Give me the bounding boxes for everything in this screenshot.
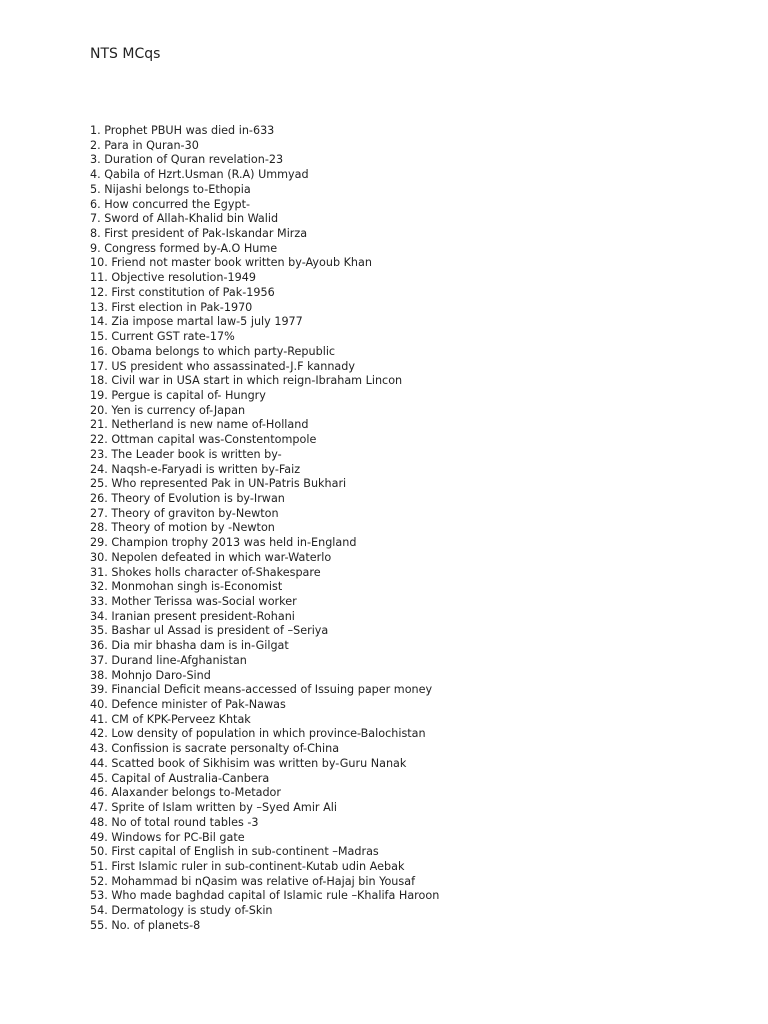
- document-title: NTS MCqs: [90, 46, 161, 62]
- mcq-item: 14. Zia impose martal law-5 july 1977: [90, 315, 303, 329]
- mcq-item: 42. Low density of population in which province-Balochistan: [90, 727, 426, 741]
- mcq-item: 4. Qabila of Hzrt.Usman (R.A) Ummyad: [90, 168, 309, 182]
- mcq-item: 41. CM of KPK-Perveez Khtak: [90, 712, 251, 726]
- mcq-item: 33. Mother Terissa was-Social worker: [90, 595, 297, 608]
- mcq-item: 26. Theory of Evolution is by-Irwan: [90, 491, 285, 505]
- mcq-item: 48. No of total round tables -3: [90, 815, 259, 829]
- mcq-item: 11. Objective resolution-1949: [90, 271, 256, 285]
- mcq-item: 37. Durand line-Afghanistan: [90, 653, 247, 667]
- mcq-item: 44. Scatted book of Sikhisim was written by-Guru Nanak: [90, 756, 407, 770]
- mcq-item: 6. How concurred the Egypt-: [90, 197, 251, 211]
- mcq-item: 34. Iranian present president-Rohani: [90, 609, 295, 623]
- mcq-item: 12. First constitution of Pak-1956: [90, 285, 275, 299]
- mcq-item: 23. The Leader book is written by-: [90, 447, 282, 461]
- mcq-item: 20. Yen is currency of-Japan: [90, 403, 246, 417]
- mcq-item: 32. Monmohan singh is-Economist: [90, 580, 283, 594]
- mcq-item: 54. Dermatology is study of-Skin: [90, 904, 273, 918]
- mcq-item: 50. First capital of English in sub-continent –Madras: [90, 845, 379, 859]
- mcq-item: 40. Defence minister of Pak-Nawas: [90, 698, 286, 712]
- mcq-item: 5. Nijashi belongs to-Ethopia: [90, 182, 251, 196]
- mcq-item: 27. Theory of graviton by-Newton: [90, 506, 279, 520]
- mcq-item: 2. Para in Quran-30: [90, 138, 199, 152]
- mcq-item: 19. Pergue is capital of- Hungry: [90, 388, 266, 402]
- mcq-item: 1. Prophet PBUH was died in-633: [90, 124, 275, 137]
- mcq-item: 15. Current GST rate-17%: [90, 330, 235, 344]
- mcq-item: 18. Civil war in USA start in which reign-Ibraham Lincon: [90, 374, 403, 388]
- mcq-item: 21. Netherland is new name of-Holland: [90, 418, 309, 432]
- mcq-item: 22. Ottman capital was-Constentompole: [90, 433, 317, 447]
- mcq-item: 35. Bashar ul Assad is president of –Seriya: [90, 624, 329, 638]
- mcq-list: [90, 124, 439, 934]
- mcq-item: 3. Duration of Quran revelation-23: [90, 153, 284, 167]
- mcq-item: 45. Capital of Australia-Canbera: [90, 771, 270, 785]
- mcq-item: 38. Mohnjo Daro-Sind: [90, 668, 211, 682]
- mcq-item: 46. Alaxander belongs to-Metador: [90, 786, 281, 800]
- mcq-item: 9. Congress formed by-A.O Hume: [90, 241, 278, 255]
- mcq-item: 36. Dia mir bhasha dam is in-Gilgat: [90, 639, 289, 653]
- mcq-item: 31. Shokes holls character of-Shakespare: [90, 565, 321, 579]
- mcq-item: 17. US president who assassinated-J.F kannady: [90, 359, 355, 373]
- mcq-item: 52. Mohammad bi nQasim was relative of-Hajaj bin Yousaf: [90, 874, 416, 888]
- mcq-item: 43. Confission is sacrate personalty of-China: [90, 742, 340, 756]
- mcq-item: 55. No. of planets-8: [90, 918, 201, 932]
- mcq-item: 24. Naqsh-e-Faryadi is written by-Faiz: [90, 462, 301, 476]
- mcq-item: 10. Friend not master book written by-Ayoub Khan: [90, 256, 372, 270]
- mcq-item: 7. Sword of Allah-Khalid bin Walid: [90, 212, 279, 226]
- mcq-item: 13. First election in Pak-1970: [90, 300, 253, 314]
- mcq-item: 8. First president of Pak-Iskandar Mirza: [90, 227, 308, 241]
- mcq-item: 47. Sprite of Islam written by –Syed Amir Ali: [90, 801, 337, 815]
- mcq-item: 53. Who made baghdad capital of Islamic rule –Khalifa Haroon: [90, 889, 440, 903]
- mcq-item: 25. Who represented Pak in UN-Patris Bukhari: [90, 477, 347, 491]
- mcq-item: 16. Obama belongs to which party-Republic: [90, 344, 336, 358]
- mcq-item: 29. Champion trophy 2013 was held in-England: [90, 536, 357, 550]
- mcq-item: 30. Nepolen defeated in which war-Waterlo: [90, 550, 332, 564]
- mcq-item: 28. Theory of motion by -Newton: [90, 521, 275, 535]
- mcq-item: 39. Financial Deficit means-accessed of Issuing paper money: [90, 683, 433, 697]
- mcq-item: 49. Windows for PC-Bil gate: [90, 830, 245, 844]
- mcq-item: 51. First Islamic ruler in sub-continent-Kutab udin Aebak: [90, 859, 405, 873]
